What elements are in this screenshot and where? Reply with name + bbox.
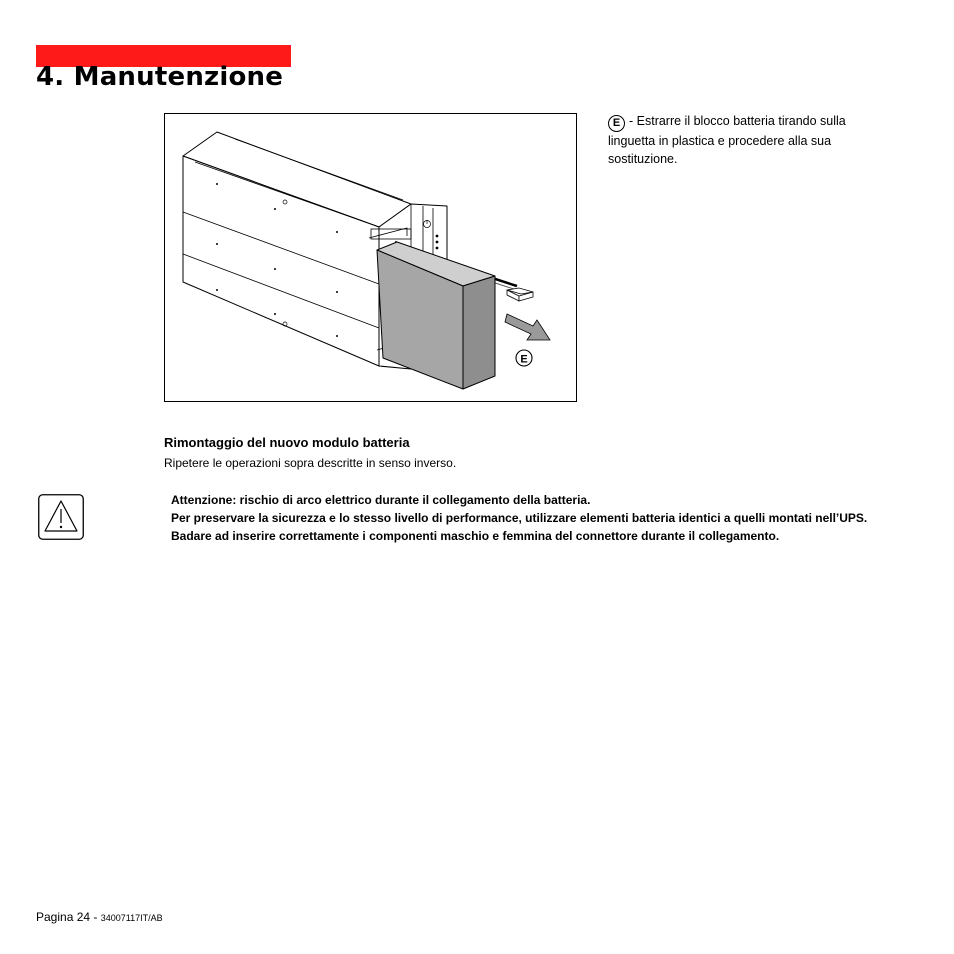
section-heading: Rimontaggio del nuovo modulo batteria [164, 435, 410, 450]
battery-removal-figure [164, 113, 577, 402]
section-body: Ripetere le operazioni sopra descritte in senso inverso. [164, 456, 457, 470]
warning-list [164, 491, 874, 545]
pull-arrow-icon [505, 314, 550, 340]
warning-item-arc: Attenzione: rischio di arco elettrico durante il collegamento della batteria. [171, 493, 591, 507]
figure-caption [608, 112, 868, 168]
caption-text: - Estrarre il blocco batteria tirando sulla linguetta in plastica e procedere alla sua sostituzione. [608, 114, 846, 166]
warning-triangle-icon [38, 494, 84, 540]
page-footer [36, 910, 163, 924]
caption-callout-label: E [608, 115, 625, 132]
ups-illustration [165, 114, 576, 401]
callout-e-label: E [520, 353, 528, 366]
footer-doc-code: 34007117IT/AB [100, 913, 163, 923]
warning-item-connector: Badare ad inserire correttamente i componenti maschio e femmina del connettore durante il collegamento. [171, 529, 780, 543]
warning-item-identical-cells: Per preservare la sicurezza e lo stesso livello di performance, utilizzare elementi batteria identici a quelli montati nell’UPS. [171, 511, 868, 525]
chapter-title: 4. Manutenzione [36, 62, 284, 92]
footer-page-number: Pagina 24 - [36, 910, 101, 924]
